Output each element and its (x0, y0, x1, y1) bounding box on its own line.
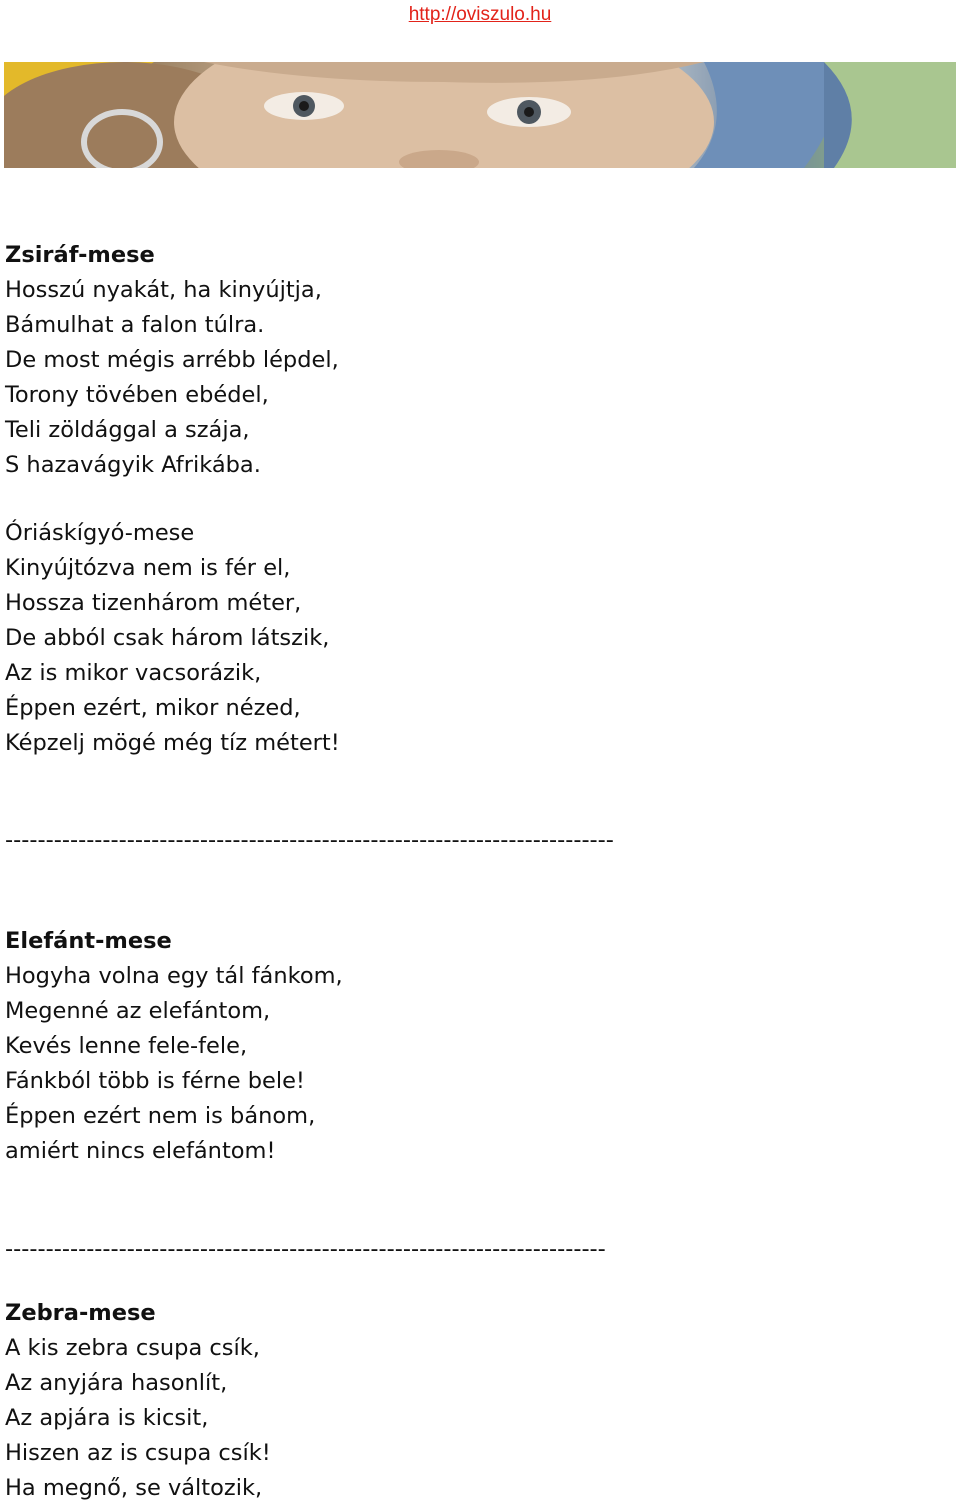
poem-line: Az anyjára hasonlít, (5, 1370, 228, 1396)
poem-oriaskigyo (5, 516, 945, 761)
poem-line: amiért nincs elefántom! (5, 1138, 276, 1164)
poem-line: Torony tövében ebédel, (5, 382, 269, 408)
poem-zsiraf (5, 238, 945, 483)
poem-line: Hogyha volna egy tál fánkom, (5, 963, 343, 989)
poem-line: Megenné az elefántom, (5, 998, 271, 1024)
banner-photo (4, 62, 956, 168)
poem-line: Éppen ezért, mikor nézed, (5, 695, 301, 721)
poem-line: Teli zöldággal a szája, (5, 417, 250, 443)
site-link[interactable]: http://oviszulo.hu (408, 4, 552, 25)
poem-line: Kevés lenne fele-fele, (5, 1033, 248, 1059)
poem-line: Kinyújtózva nem is fér el, (5, 555, 291, 581)
poem-elefant (5, 924, 945, 1169)
poem-line: De most mégis arrébb lépdel, (5, 347, 339, 373)
poem-line: Ha megnő, se változik, (5, 1475, 263, 1501)
poem-line: De abból csak három látszik, (5, 625, 330, 651)
poem-line: Éppen ezért nem is bánom, (5, 1103, 316, 1129)
poem-title: Óriáskígyó-mese (5, 520, 195, 546)
section-divider: --------------------------------------------------------------------------- (5, 827, 614, 853)
poem-zebra (5, 1296, 945, 1506)
poem-title: Elefánt-mese (5, 928, 172, 954)
poem-line: Képzelj mögé még tíz métert! (5, 730, 340, 756)
poem-line: Az is mikor vacsorázik, (5, 660, 262, 686)
child-photo-image (4, 62, 956, 168)
poem-line: Hosszú nyakát, ha kinyújtja, (5, 277, 322, 303)
poem-title: Zebra-mese (5, 1300, 156, 1326)
poem-title: Zsiráf-mese (5, 242, 155, 268)
poem-line: Bámulhat a falon túlra. (5, 312, 265, 338)
poem-line: Hossza tizenhárom méter, (5, 590, 302, 616)
section-divider: -------------------------------------------------------------------------- (5, 1236, 606, 1262)
poem-line: Fánkból több is férne bele! (5, 1068, 305, 1094)
poem-line: S hazavágyik Afrikába. (5, 452, 261, 478)
poem-line: Az apjára is kicsit, (5, 1405, 209, 1431)
poem-line: Hiszen az is csupa csík! (5, 1440, 271, 1466)
poem-line: A kis zebra csupa csík, (5, 1335, 260, 1361)
